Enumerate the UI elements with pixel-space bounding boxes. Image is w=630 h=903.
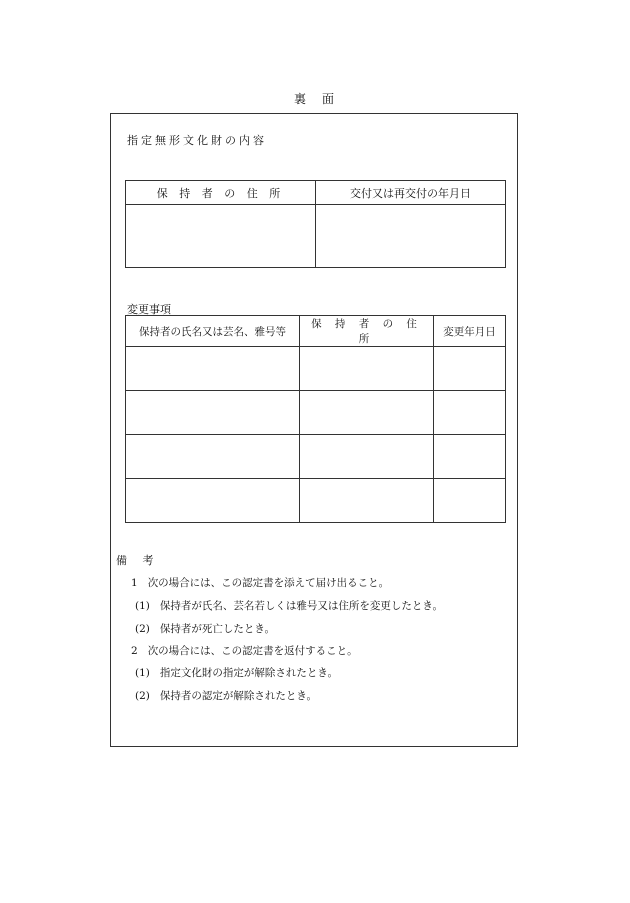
changes-label: 変更事項 xyxy=(127,303,171,316)
holder-address-cell[interactable] xyxy=(126,205,316,268)
address-cell[interactable] xyxy=(300,479,434,523)
content-title: 指定無形文化財の内容 xyxy=(127,134,267,147)
table-row xyxy=(126,435,506,479)
remark-number: (2) xyxy=(135,690,150,702)
remark-text: 次の場合には、この認定書を返付すること。 xyxy=(147,645,358,657)
remark-item-1 xyxy=(131,575,389,590)
table-row xyxy=(126,391,506,435)
name-cell[interactable] xyxy=(126,435,300,479)
date-cell[interactable] xyxy=(434,347,506,391)
remark-item-2-1 xyxy=(135,665,338,680)
address-cell[interactable] xyxy=(300,435,434,479)
holder-table xyxy=(125,180,506,268)
remark-text: 保持者が氏名、芸名若しくは雅号又は住所を変更したとき。 xyxy=(159,600,443,612)
page-heading: 裏 面 xyxy=(293,92,336,106)
remark-number: (1) xyxy=(135,600,150,612)
remark-text: 保持者が死亡したとき。 xyxy=(159,623,275,635)
remark-item-2 xyxy=(131,643,358,658)
remark-number: (1) xyxy=(135,667,150,679)
name-cell[interactable] xyxy=(126,347,300,391)
remark-number: 2 xyxy=(131,645,138,657)
remark-item-1-1 xyxy=(135,598,443,613)
remark-number: 1 xyxy=(131,577,138,589)
table-row xyxy=(126,347,506,391)
name-cell[interactable] xyxy=(126,391,300,435)
date-cell[interactable] xyxy=(434,479,506,523)
address-cell[interactable] xyxy=(300,347,434,391)
name-cell[interactable] xyxy=(126,479,300,523)
date-cell[interactable] xyxy=(434,391,506,435)
address-change-header: 保 持 者 の 住 所 xyxy=(300,316,434,347)
address-cell[interactable] xyxy=(300,391,434,435)
issue-date-cell[interactable] xyxy=(316,205,506,268)
changes-table xyxy=(125,315,506,523)
remark-text: 保持者の認定が解除されたとき。 xyxy=(159,690,317,702)
remark-text: 指定文化財の指定が解除されたとき。 xyxy=(159,667,338,679)
date-cell[interactable] xyxy=(434,435,506,479)
remark-item-1-2 xyxy=(135,621,275,636)
remark-number: (2) xyxy=(135,623,150,635)
change-date-header: 変更年月日 xyxy=(434,316,506,347)
table-row xyxy=(126,205,506,268)
name-change-header: 保持者の氏名又は芸名、雅号等 xyxy=(126,316,300,347)
remarks-heading: 備 考 xyxy=(116,554,160,567)
holder-address-header: 保 持 者 の 住 所 xyxy=(126,181,316,205)
remark-text: 次の場合には、この認定書を添えて届け出ること。 xyxy=(147,577,390,589)
table-row xyxy=(126,479,506,523)
issue-date-header: 交付又は再交付の年月日 xyxy=(316,181,506,205)
remark-item-2-2 xyxy=(135,688,317,703)
